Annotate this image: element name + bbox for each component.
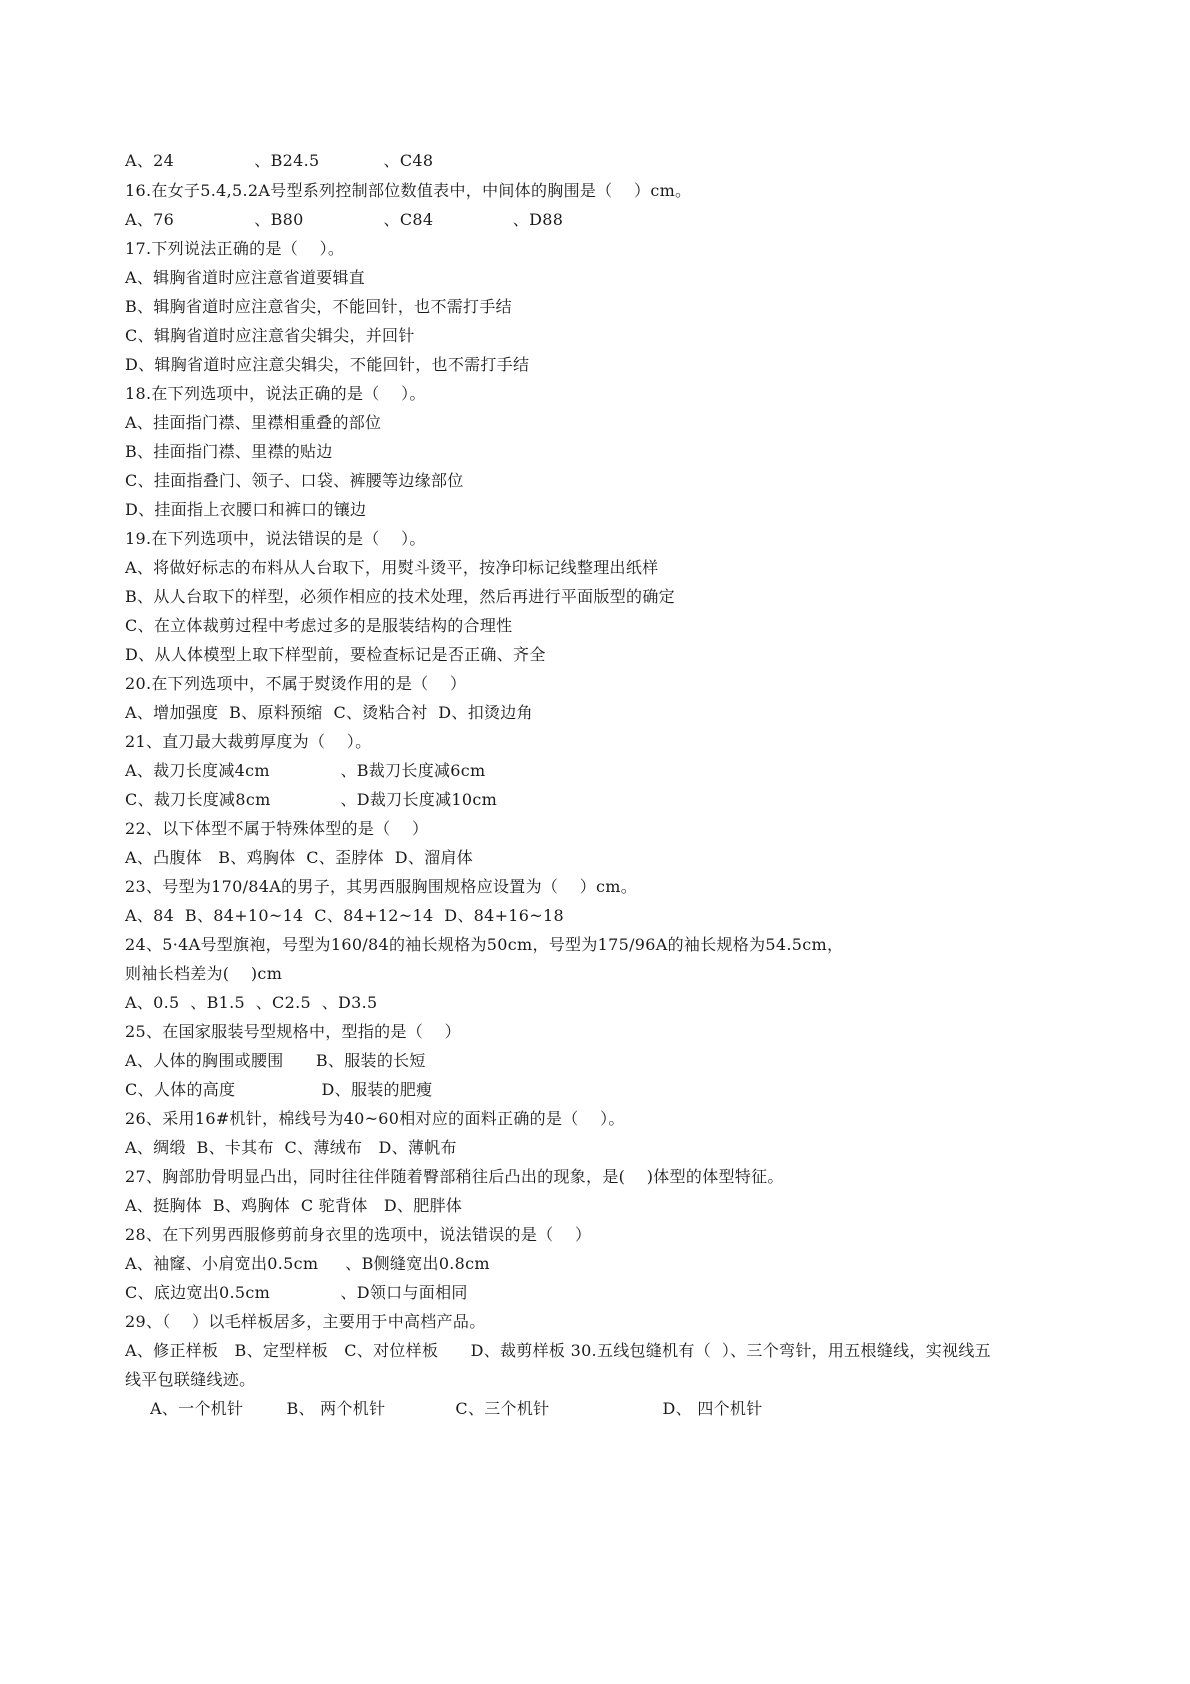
option-17-d: D、辑胸省道时应注意尖辑尖，不能回针，也不需打手结 xyxy=(125,355,530,374)
answer-options-q28-ab: A、袖窿、小肩宽出0.5cm 、B侧缝宽出0.8cm xyxy=(125,1254,490,1273)
question-17: 17.下列说法正确的是（ ）。 xyxy=(125,239,345,258)
answer-options-q16: A、76 、B80 、C84 、D88 xyxy=(125,210,564,229)
question-19: 19.在下列选项中，说法错误的是（ ）。 xyxy=(125,529,426,548)
answer-options-q24: A、0.5 、B1.5 、C2.5 、D3.5 xyxy=(125,993,378,1012)
option-17-a: A、辑胸省道时应注意省道要辑直 xyxy=(125,268,366,287)
question-27: 27、胸部肋骨明显凸出，同时往往伴随着臀部稍往后凸出的现象，是( )体型的体型特征。 xyxy=(125,1167,784,1186)
question-18: 18.在下列选项中，说法正确的是（ ）。 xyxy=(125,384,426,403)
answer-options-q26: A、绸缎 B、卡其布 C、薄绒布 D、薄帆布 xyxy=(125,1138,457,1157)
question-21: 21、直刀最大裁剪厚度为（ ）。 xyxy=(125,732,372,751)
answer-options-q15: A、24 、B24.5 、C48 xyxy=(125,151,434,170)
option-18-c: C、挂面指叠门、领子、口袋、裤腰等边缘部位 xyxy=(125,471,464,490)
question-26: 26、采用16#机针，棉线号为40~60相对应的面料正确的是（ ）。 xyxy=(125,1109,625,1128)
option-18-b: B、挂面指门襟、里襟的贴边 xyxy=(125,442,333,461)
answer-options-q30: A、一个机针 B、 两个机针 C、三个机针 D、 四个机针 xyxy=(150,1399,763,1418)
option-18-d: D、挂面指上衣腰口和裤口的镶边 xyxy=(125,500,367,519)
answer-options-q28-cd: C、底边宽出0.5cm 、D领口与面相同 xyxy=(125,1283,468,1302)
option-19-b: B、从人台取下的样型，必须作相应的技术处理，然后再进行平面版型的确定 xyxy=(125,587,675,606)
question-30-continued: 线平包联缝线迹。 xyxy=(125,1370,256,1389)
question-23: 23、号型为170/84A的男子，其男西服胸围规格应设置为（ ）cm。 xyxy=(125,877,638,896)
option-17-c: C、辑胸省道时应注意省尖辑尖，并回针 xyxy=(125,326,415,345)
answer-options-q23: A、84 B、84+10~14 C、84+12~14 D、84+16~18 xyxy=(125,906,564,925)
question-29: 29、（ ）以毛样板居多，主要用于中高档产品。 xyxy=(125,1312,486,1331)
answer-options-q21-cd: C、裁刀长度减8cm 、D裁刀长度减10cm xyxy=(125,790,498,809)
answer-options-q20: A、增加强度 B、原料预缩 C、烫粘合衬 D、扣烫边角 xyxy=(125,703,533,722)
option-19-c: C、在立体裁剪过程中考虑过多的是服装结构的合理性 xyxy=(125,616,513,635)
question-22: 22、以下体型不属于特殊体型的是（ ） xyxy=(125,819,429,838)
answer-options-q25-cd: C、人体的高度 D、服装的肥瘦 xyxy=(125,1080,433,1099)
answer-options-q21-ab: A、裁刀长度减4cm 、B裁刀长度减6cm xyxy=(125,761,486,780)
option-18-a: A、挂面指门襟、里襟相重叠的部位 xyxy=(125,413,382,432)
question-25: 25、在国家服装号型规格中，型指的是（ ） xyxy=(125,1022,461,1041)
answer-options-q29-and-question-30: A、修正样板 B、定型样板 C、对位样板 D、裁剪样板 30.五线包缝机有（ ）、三个弯针，用五根缝线，实视线五 xyxy=(125,1341,991,1360)
question-28: 28、在下列男西服修剪前身衣里的选项中，说法错误的是（ ） xyxy=(125,1225,592,1244)
option-17-b: B、辑胸省道时应注意省尖，不能回针，也不需打手结 xyxy=(125,297,512,316)
question-20: 20.在下列选项中，不属于熨烫作用的是（ ） xyxy=(125,674,467,693)
option-19-a: A、将做好标志的布料从人台取下，用熨斗烫平，按净印标记线整理出纸样 xyxy=(125,558,659,577)
question-24: 24、5·4A号型旗袍，号型为160/84的袖长规格为50cm，号型为175/96A的袖长规格为54.5cm， xyxy=(125,935,844,954)
question-24-continued: 则袖长档差为( )cm xyxy=(125,964,283,983)
answer-options-q22: A、凸腹体 B、鸡胸体 C、歪脖体 D、溜肩体 xyxy=(125,848,474,867)
answer-options-q25-ab: A、人体的胸围或腰围 B、服装的长短 xyxy=(125,1051,426,1070)
question-16: 16.在女子5.4,5.2A号型系列控制部位数值表中，中间体的胸围是（ ）cm。 xyxy=(125,181,692,200)
answer-options-q27: A、挺胸体 B、鸡胸体 C 驼背体 D、肥胖体 xyxy=(125,1196,463,1215)
option-19-d: D、从人体模型上取下样型前，要检查标记是否正确、齐全 xyxy=(125,645,546,664)
